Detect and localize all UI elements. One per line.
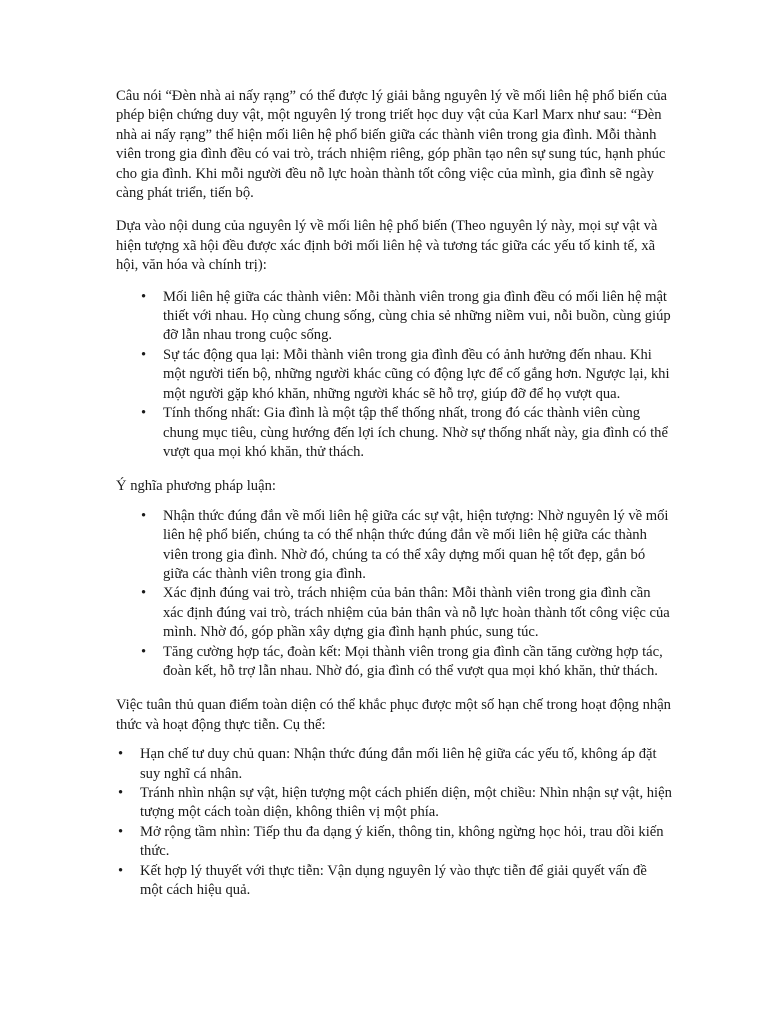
bullet-icon: • [141, 643, 147, 660]
document-body [116, 87, 672, 900]
methodology-heading: Ý nghĩa phương pháp luận: [116, 478, 276, 495]
list-item-text: Tránh nhìn nhận sự vật, hiện tượng một cách phiến diện, một chiều: Nhìn nhận sự vật, hiện tượng một cách toàn diện, không thiên vị một phía. [140, 785, 672, 821]
list-item-text: Nhận thức đúng đắn về mối liên hệ giữa các sự vật, hiện tượng: Nhờ nguyên lý về mối liên hệ phổ biến, chúng ta có thể nhận thức đúng đắn về mối liên hệ giữa các thành viên trong gia đình. Nhờ đó, chúng ta có thể xây dựng mối quan hệ tốt đẹp, gắn bó giữa các thành viên trong gia đình. [163, 507, 669, 582]
list-item-text: Mở rộng tầm nhìn: Tiếp thu đa dạng ý kiến, thông tin, không ngừng học hỏi, trau dồi kiến thức. [140, 823, 664, 860]
bullet-icon: • [141, 288, 147, 305]
list-item-text: Tính thống nhất: Gia đình là một tập thể thống nhất, trong đó các thành viên cùng chung mục tiêu, cùng hướng đến lợi ích chung. Nhờ sự thống nhất này, gia đình có thể vượt qua mọi khó khăn, thử thách. [163, 405, 668, 460]
list-item [141, 507, 672, 585]
basis-paragraph: Dựa vào nội dung của nguyên lý về mối liên hệ phổ biến (Theo nguyên lý này, mọi sự vật và hiện tượng xã hội đều được xác định bởi mối liên hệ và tương tác giữa các yếu tố kinh tế, xã hội, văn hóa và chính trị): [116, 218, 658, 274]
comprehensive-paragraph: Việc tuân thủ quan điểm toàn diện có thể khắc phục được một số hạn chế trong hoạt động nhận thức và hoạt động thực tiễn. Cụ thể: [116, 697, 671, 733]
list-item [118, 823, 672, 862]
list-item-text: Hạn chế tư duy chủ quan: Nhận thức đúng đắn mối liên hệ giữa các yếu tố, không áp đặt suy nghĩ cá nhân. [140, 746, 657, 782]
list-item-text: Tăng cường hợp tác, đoàn kết: Mọi thành viên trong gia đình cần tăng cường hợp tác, đoàn kết, hỗ trợ lẫn nhau. Nhờ đó, gia đình có thể vượt qua mọi khó khăn, thử thách. [163, 643, 663, 679]
list-item-text: Sự tác động qua lại: Mỗi thành viên trong gia đình đều có ảnh hưởng đến nhau. Khi một người tiến bộ, những người khác cũng có động lực để cố gắng hơn. Ngược lại, khi một người gặp khó khăn, những người khác sẽ hỗ trợ, giúp đỡ để họ vượt qua. [163, 346, 670, 402]
bullet-icon: • [141, 507, 147, 524]
methodology-list [141, 507, 672, 682]
bullet-icon: • [141, 405, 147, 422]
intro-paragraph: Câu nói “Đèn nhà ai nấy rạng” có thể được lý giải bằng nguyên lý về mối liên hệ phổ biến của phép biện chứng duy vật, một nguyên lý trong triết học duy vật của Karl Marx như sau: “Đèn nhà ai nấy rạng” thể hiện mối liên hệ phổ biến giữa các thành viên trong gia đình. Mỗi thành viên trong gia đình đều có vai trò, trách nhiệm riêng, góp phần tạo nên sự sung túc, hạnh phúc cho gia đình. Khi mỗi người đều nỗ lực hoàn thành tốt công việc của mình, gia đình sẽ ngày càng phát triển, tiến bộ. [116, 88, 667, 202]
list-item-text: Kết hợp lý thuyết với thực tiễn: Vận dụng nguyên lý vào thực tiễn để giải quyết vấn đề một cách hiệu quả. [140, 862, 647, 899]
bullet-icon: • [118, 862, 124, 879]
list-item-text: Mối liên hệ giữa các thành viên: Mỗi thành viên trong gia đình đều có mối liên hệ mật thiết với nhau. Họ cùng chung sống, cùng chia sẻ những niềm vui, nỗi buồn, cùng giúp đỡ lẫn nhau trong cuộc sống. [163, 288, 671, 344]
list-item [118, 745, 672, 784]
overcome-list [118, 745, 672, 900]
list-item [141, 584, 672, 642]
bullet-icon: • [141, 585, 147, 602]
list-item-text: Xác định đúng vai trò, trách nhiệm của bản thân: Mỗi thành viên trong gia đình cần xác định đúng vai trò, trách nhiệm của bản thân và nỗ lực hoàn thành tốt công việc của mình. Nhờ đó, góp phần xây dựng gia đình hạnh phúc, sung túc. [163, 585, 670, 641]
list-item [141, 643, 672, 682]
list-item [118, 862, 672, 901]
bullet-icon: • [118, 785, 124, 801]
list-item [141, 346, 672, 404]
bullet-icon: • [141, 346, 147, 363]
list-item [118, 784, 672, 823]
bullet-icon: • [118, 823, 124, 840]
list-item [141, 288, 672, 346]
list-item [141, 404, 672, 462]
relations-list [141, 288, 672, 463]
bullet-icon: • [118, 746, 124, 763]
